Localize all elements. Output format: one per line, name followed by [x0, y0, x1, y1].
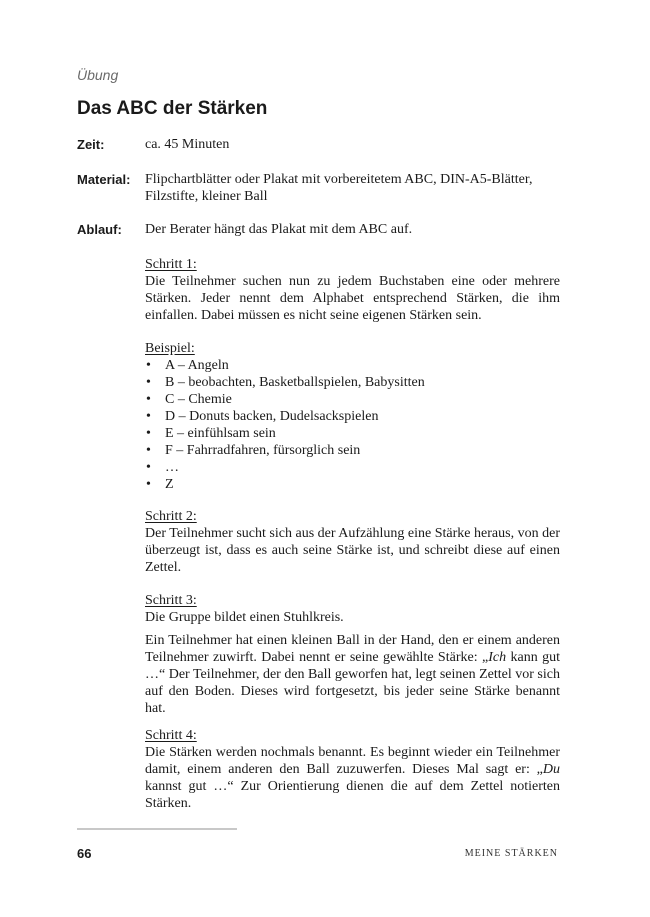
material-label: Material: [77, 172, 131, 187]
step-4-text-part-2: kannst gut …“ Zur Orientierung dienen die auf dem Zettel notierten Stärken. [145, 779, 560, 811]
step-4-text-emphasis: Du [542, 762, 560, 777]
step-1-section [145, 256, 560, 324]
list-item [145, 391, 560, 408]
time-value: ca. 45 Minuten [145, 137, 230, 152]
step-3-section [145, 592, 560, 717]
list-item [145, 357, 560, 374]
step-3-title: Schritt 3: [145, 593, 197, 608]
step-3-text-2-part-1: Ein Teilnehmer hat einen kleinen Ball in der Hand, den er einem anderen Teilnehmer zuwirft. Dabei nennt er seine gewählte Stärke: „ [145, 633, 560, 665]
page-number: 66 [77, 846, 92, 861]
step-3-text-2-emphasis: Ich [488, 650, 507, 665]
step-3-text-2 [145, 632, 560, 717]
step-1-text: Die Teilnehmer suchen nun zu jedem Buchstaben eine oder mehrere Stärken. Jeder nennt dem Alphabet entsprechend Stärken, die ihm einfallen. Dabei müssen es nicht seine eigenen Stärken sein. [145, 274, 560, 323]
step-2-title: Schritt 2: [145, 509, 197, 524]
step-4-title: Schritt 4: [145, 728, 197, 743]
list-item-text: Z [165, 477, 174, 492]
step-2-section [145, 508, 560, 576]
list-item [145, 374, 560, 391]
list-item [145, 442, 560, 459]
material-value: Flipchartblätter oder Plakat mit vorbereitetem ABC, DIN-A5-Blätter, Filzstifte, kleiner Ball [145, 172, 533, 204]
procedure-label: Ablauf: [77, 222, 122, 237]
bullet-icon: • [146, 460, 151, 475]
list-item [145, 408, 560, 425]
bullet-icon: • [146, 426, 151, 441]
bullet-icon: • [146, 443, 151, 458]
list-item-text: … [165, 460, 179, 475]
bullet-icon: • [146, 375, 151, 390]
step-4-text-part-1: Die Stärken werden nochmals benannt. Es beginnt wieder ein Teilnehmer damit, einem anderen den Ball zuzuwerfen. Dieses Mal sagt er: „ [145, 745, 560, 777]
list-item-text: E – einfühlsam sein [165, 426, 276, 441]
list-item [145, 459, 560, 476]
bullet-icon: • [146, 358, 151, 373]
step-1-title: Schritt 1: [145, 257, 197, 272]
footer-divider [77, 828, 237, 830]
list-item [145, 476, 560, 493]
step-3-text-2-part-2: kann gut …“ Der Teilnehmer, der den Ball geworfen hat, legt seinen Zettel vor sich auf den Boden. Dieses wird fortgesetzt, bis jeder seine Stärke benannt hat. [145, 650, 560, 716]
example-list [145, 357, 560, 493]
list-item [145, 425, 560, 442]
list-item-text: C – Chemie [165, 392, 232, 407]
list-item-text: A – Angeln [165, 358, 229, 373]
step-3-text-1: Die Gruppe bildet einen Stuhlkreis. [145, 610, 344, 625]
step-2-text: Der Teilnehmer sucht sich aus der Aufzählung eine Stärke heraus, von der überzeugt ist, dass es auch seine Stärke ist, und schreibt diese auf einen Zettel. [145, 526, 560, 575]
exercise-kicker: Übung [77, 67, 119, 83]
step-4-text [145, 744, 560, 812]
procedure-intro: Der Berater hängt das Plakat mit dem ABC auf. [145, 222, 413, 237]
step-4-section [145, 727, 560, 812]
bullet-icon: • [146, 477, 151, 492]
bullet-icon: • [146, 409, 151, 424]
page-title: Das ABC der Stärken [77, 98, 268, 119]
example-title: Beispiel: [145, 341, 195, 356]
bullet-icon: • [146, 392, 151, 407]
list-item-text: F – Fahrradfahren, fürsorglich sein [165, 443, 361, 458]
time-label: Zeit: [77, 137, 105, 152]
list-item-text: B – beobachten, Basketballspielen, Babysitten [165, 375, 425, 390]
example-section [145, 340, 560, 493]
list-item-text: D – Donuts backen, Dudelsackspielen [165, 409, 379, 424]
running-head: MEINE STÄRKEN [464, 848, 558, 859]
